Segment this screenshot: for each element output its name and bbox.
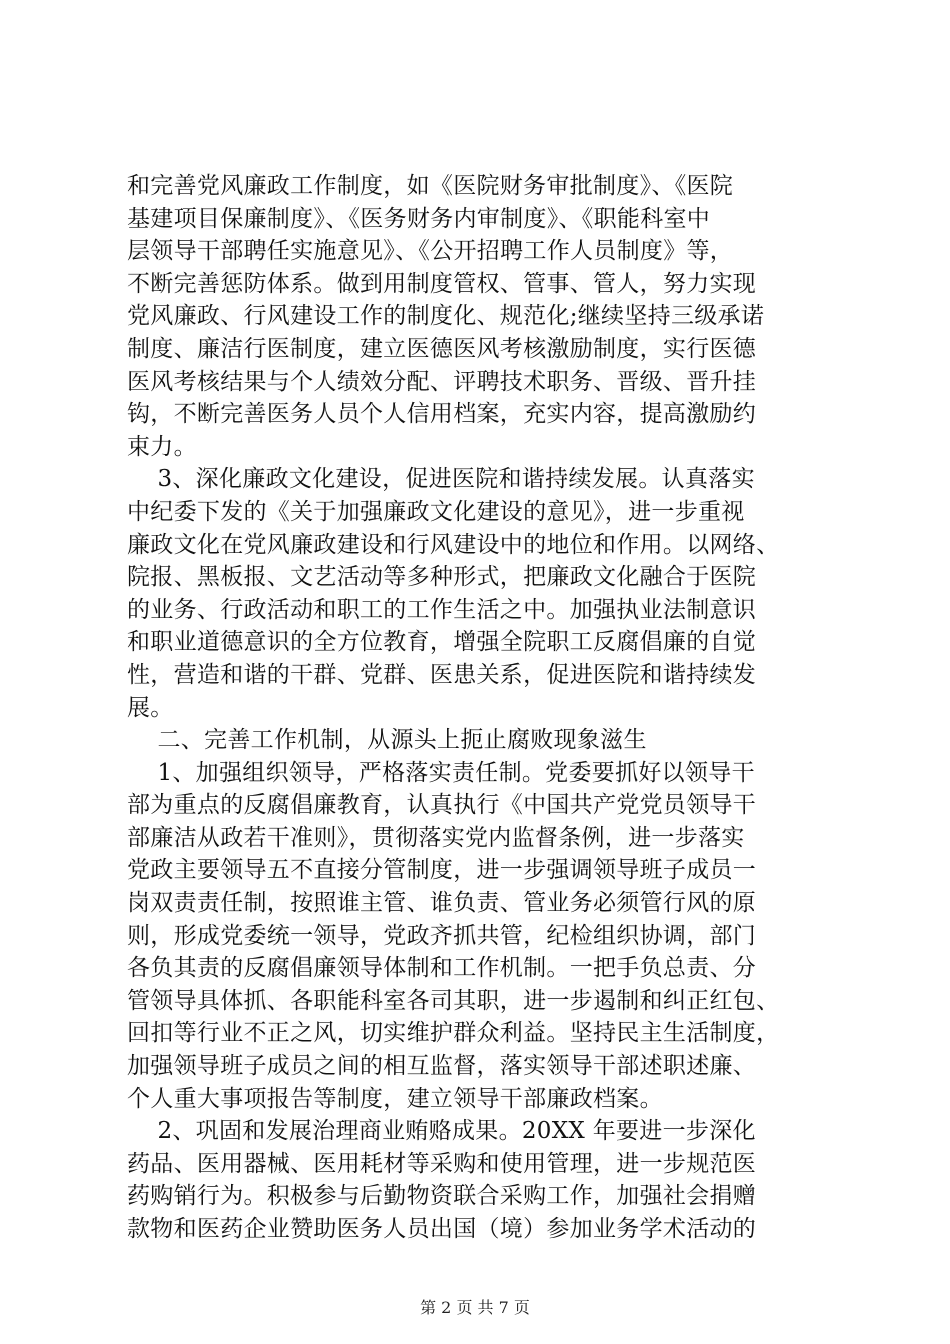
text-line: 院报、黑板报、文艺活动等多种形式，把廉政文化融合于医院 — [127, 564, 757, 591]
text-line: 各负其责的反腐倡廉领导体制和工作机制。一把手负总责、分 — [127, 955, 757, 982]
text-line: 的业务、行政活动和职工的工作生活之中。加强执业法制意识 — [127, 596, 757, 623]
text-line: 性，营造和谐的干群、党群、医患关系，促进医院和谐持续发 — [127, 661, 757, 688]
text-line: 3、深化廉政文化建设，促进医院和谐持续发展。认真落实 — [127, 466, 755, 493]
document-body — [127, 170, 847, 1246]
text-line: 和完善党风廉政工作制度，如《医院财务审批制度》、《医院 — [127, 173, 734, 199]
text-line: 部为重点的反腐倡廉教育，认真执行《中国共产党党员领导干 — [127, 792, 757, 819]
page-footer: 第 2 页 共 7 页 — [420, 1298, 530, 1317]
text-line: 束力。 — [127, 433, 197, 460]
text-line: 则，形成党委统一领导，党政齐抓共管，纪检组织协调，部门 — [127, 922, 757, 949]
text-line: 中纪委下发的《关于加强廉政文化建设的意见》，进一步重视 — [127, 498, 745, 525]
text-line: 1、加强组织领导，严格落实责任制。党委要抓好以领导干 — [127, 759, 755, 786]
text-line: 不断完善惩防体系。做到用制度管权、管事、管人，努力实现 — [127, 270, 757, 297]
text-line: 党风廉政、行风建设工作的制度化、规范化;继续坚持三级承诺 — [127, 303, 765, 330]
text-line: 2、巩固和发展治理商业贿赂成果。20XX 年要进一步深化 — [127, 1118, 756, 1145]
text-line: 个人重大事项报告等制度，建立领导干部廉政档案。 — [127, 1085, 663, 1112]
text-line: 医风考核结果与个人绩效分配、评聘技术职务、晋级、晋升挂 — [127, 368, 757, 395]
text-line: 岗双责责任制，按照谁主管、谁负责、管业务必须管行风的原 — [127, 890, 757, 917]
text-line: 廉政文化在党风廉政建设和行风建设中的地位和作用。以网络、 — [127, 531, 780, 558]
text-line: 基建项目保廉制度》、《医务财务内审制度》、《职能科室中 — [127, 205, 711, 232]
text-line: 管领导具体抓、各职能科室各司其职，进一步遏制和纠正红包、 — [127, 987, 780, 1014]
text-line: 钩，不断完善医务人员个人信用档案，充实内容，提高激励约 — [127, 401, 757, 428]
text-line: 药品、医用器械、医用耗材等采购和使用管理，进一步规范医 — [127, 1150, 757, 1177]
text-line: 款物和医药企业赞助医务人员出国（境）参加业务学术活动的 — [127, 1216, 757, 1242]
text-line: 和职业道德意识的全方位教育，增强全院职工反腐倡廉的自觉 — [127, 629, 757, 656]
text-line: 部廉洁从政若干准则》，贯彻落实党内监督条例，进一步落实 — [127, 824, 745, 851]
text-line: 展。 — [127, 694, 174, 721]
text-line: 二、完善工作机制，从源头上扼止腐败现象滋生 — [127, 727, 647, 754]
text-line: 加强领导班子成员之间的相互监督，落实领导干部述职述廉、 — [127, 1053, 757, 1080]
text-line: 党政主要领导五不直接分管制度，进一步强调领导班子成员一 — [127, 857, 757, 884]
text-line: 药购销行为。积极参与后勤物资联合采购工作，加强社会捐赠 — [127, 1183, 757, 1210]
text-line: 回扣等行业不正之风，切实维护群众利益。坚持民主生活制度， — [127, 1020, 780, 1047]
text-line: 层领导干部聘任实施意见》、《公开招聘工作人员制度》等， — [127, 238, 734, 265]
text-line: 制度、廉洁行医制度，建立医德医风考核激励制度，实行医德 — [127, 335, 757, 362]
